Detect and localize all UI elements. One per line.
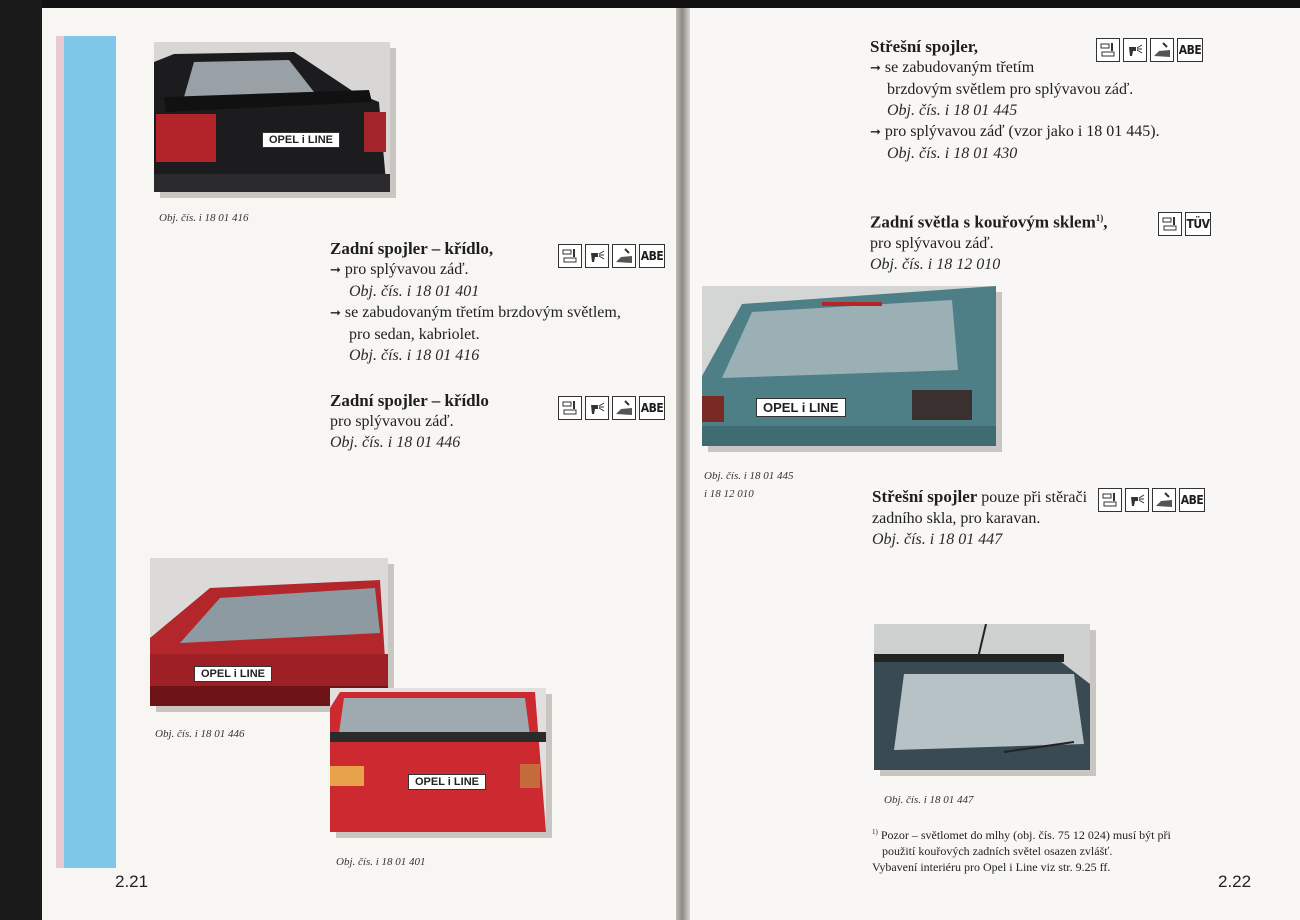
photo-black-sedan (154, 42, 390, 192)
product-line: pro splývavou záď. (870, 234, 994, 252)
product-title: Zadní spojler – křídlo, (330, 239, 494, 258)
caption-bottom: Obj. čís. i 18 01 401 (336, 856, 426, 868)
caption-photo1-a: Obj. čís. i 18 01 445 (704, 470, 794, 482)
license-plate: OPEL i LINE (756, 398, 846, 417)
spray-gun-icon (585, 244, 609, 268)
order-number: Obj. čís. i 18 01 446 (330, 434, 461, 451)
page-edge-stripe (56, 36, 64, 868)
product-title: Zadní spojler – křídlo (330, 391, 489, 410)
caption-middle: Obj. čís. i 18 01 446 (155, 728, 245, 740)
order-number: Obj. čís. i 18 01 447 (872, 531, 1003, 548)
caption-top: Obj. čís. i 18 01 416 (159, 212, 249, 224)
license-plate: OPEL i LINE (408, 774, 486, 790)
spray-gun-icon (585, 396, 609, 420)
abe-badge: ABE (639, 396, 665, 420)
product-line: pro sedan, kabriolet. (349, 326, 480, 343)
product-line: ➞ pro splývavou záď (vzor jako i 18 01 445). (870, 123, 1160, 140)
product-line: ➞ se zabudovaným třetím (870, 59, 1035, 76)
photo-estate-roof-spoiler (874, 624, 1090, 770)
product-line: brzdovým světlem pro splývavou záď. (887, 81, 1134, 98)
paint-car-icon (1150, 38, 1174, 62)
order-number: Obj. čís. i 18 01 416 (349, 347, 480, 364)
icon-row (1096, 38, 1203, 62)
abe-badge: ABE (1177, 38, 1203, 62)
tools-icon (558, 244, 582, 268)
photo-teal-hatchback (702, 286, 996, 446)
icon-row (1158, 212, 1211, 236)
order-number: Obj. čís. i 18 01 430 (887, 145, 1018, 162)
order-number: Obj. čís. i 18 01 445 (887, 102, 1018, 119)
tools-icon (1096, 38, 1120, 62)
arrow-right-icon: ➞ (870, 61, 881, 76)
book-gutter (676, 8, 690, 920)
caption-photo1-b: i 18 12 010 (704, 488, 754, 500)
icon-row (1098, 488, 1205, 512)
tools-icon (1158, 212, 1182, 236)
arrow-right-icon: ➞ (330, 263, 341, 278)
paint-car-icon (612, 244, 636, 268)
photo-red-hatchback-rear (150, 558, 388, 706)
tools-icon (558, 396, 582, 420)
abe-badge: ABE (1179, 488, 1205, 512)
abe-badge: ABE (639, 244, 665, 268)
order-number: Obj. čís. i 18 12 010 (870, 255, 1001, 273)
tools-icon (1098, 488, 1122, 512)
product-title: Střešní spojler pouze při stěrači (872, 487, 1088, 506)
scan-edge (0, 0, 42, 920)
footnote (872, 824, 1232, 875)
spray-gun-icon (1123, 38, 1147, 62)
photo-red-hatchback-spoiler (330, 688, 546, 832)
caption-photo2: Obj. čís. i 18 01 447 (884, 794, 974, 806)
arrow-right-icon: ➞ (330, 306, 341, 321)
product-line: zadního skla, pro karavan. (872, 510, 1041, 527)
order-number: Obj. čís. i 18 01 401 (349, 283, 480, 300)
license-plate: OPEL i LINE (262, 132, 340, 148)
footnote-line: $^{1)}$ Pozor – světlomet do mlhy (obj. čís. 75 12 024) musí být při (872, 828, 1171, 842)
page-number: 2.21 (115, 872, 149, 891)
icon-row (558, 244, 665, 268)
product-line: ➞ se zabudovaným třetím brzdovým světlem, (330, 304, 621, 321)
footnote-line: Vybavení interiéru pro Opel i Line viz str. 9.25 ff. (872, 860, 1111, 874)
paint-car-icon (612, 396, 636, 420)
footnote-line: použití kouřových zadních světel osazen zvlášť. (882, 844, 1113, 858)
product-entry-smoked-taillights (870, 208, 1170, 275)
icon-row (558, 396, 665, 420)
paint-car-icon (1152, 488, 1176, 512)
section-color-band (64, 36, 116, 868)
product-line: ➞ pro splývavou záď. (330, 261, 469, 278)
product-title: Zadní světla s kouřovým sklem$^{1)}$, (870, 212, 1108, 232)
spray-gun-icon (1125, 488, 1149, 512)
tuv-badge: TÜV (1185, 212, 1211, 236)
license-plate: OPEL i LINE (194, 666, 272, 682)
product-title: Střešní spojler, (870, 37, 978, 56)
arrow-right-icon: ➞ (870, 125, 881, 140)
product-line: pro splývavou záď. (330, 413, 454, 430)
page-number: 2.22 (1218, 872, 1252, 891)
